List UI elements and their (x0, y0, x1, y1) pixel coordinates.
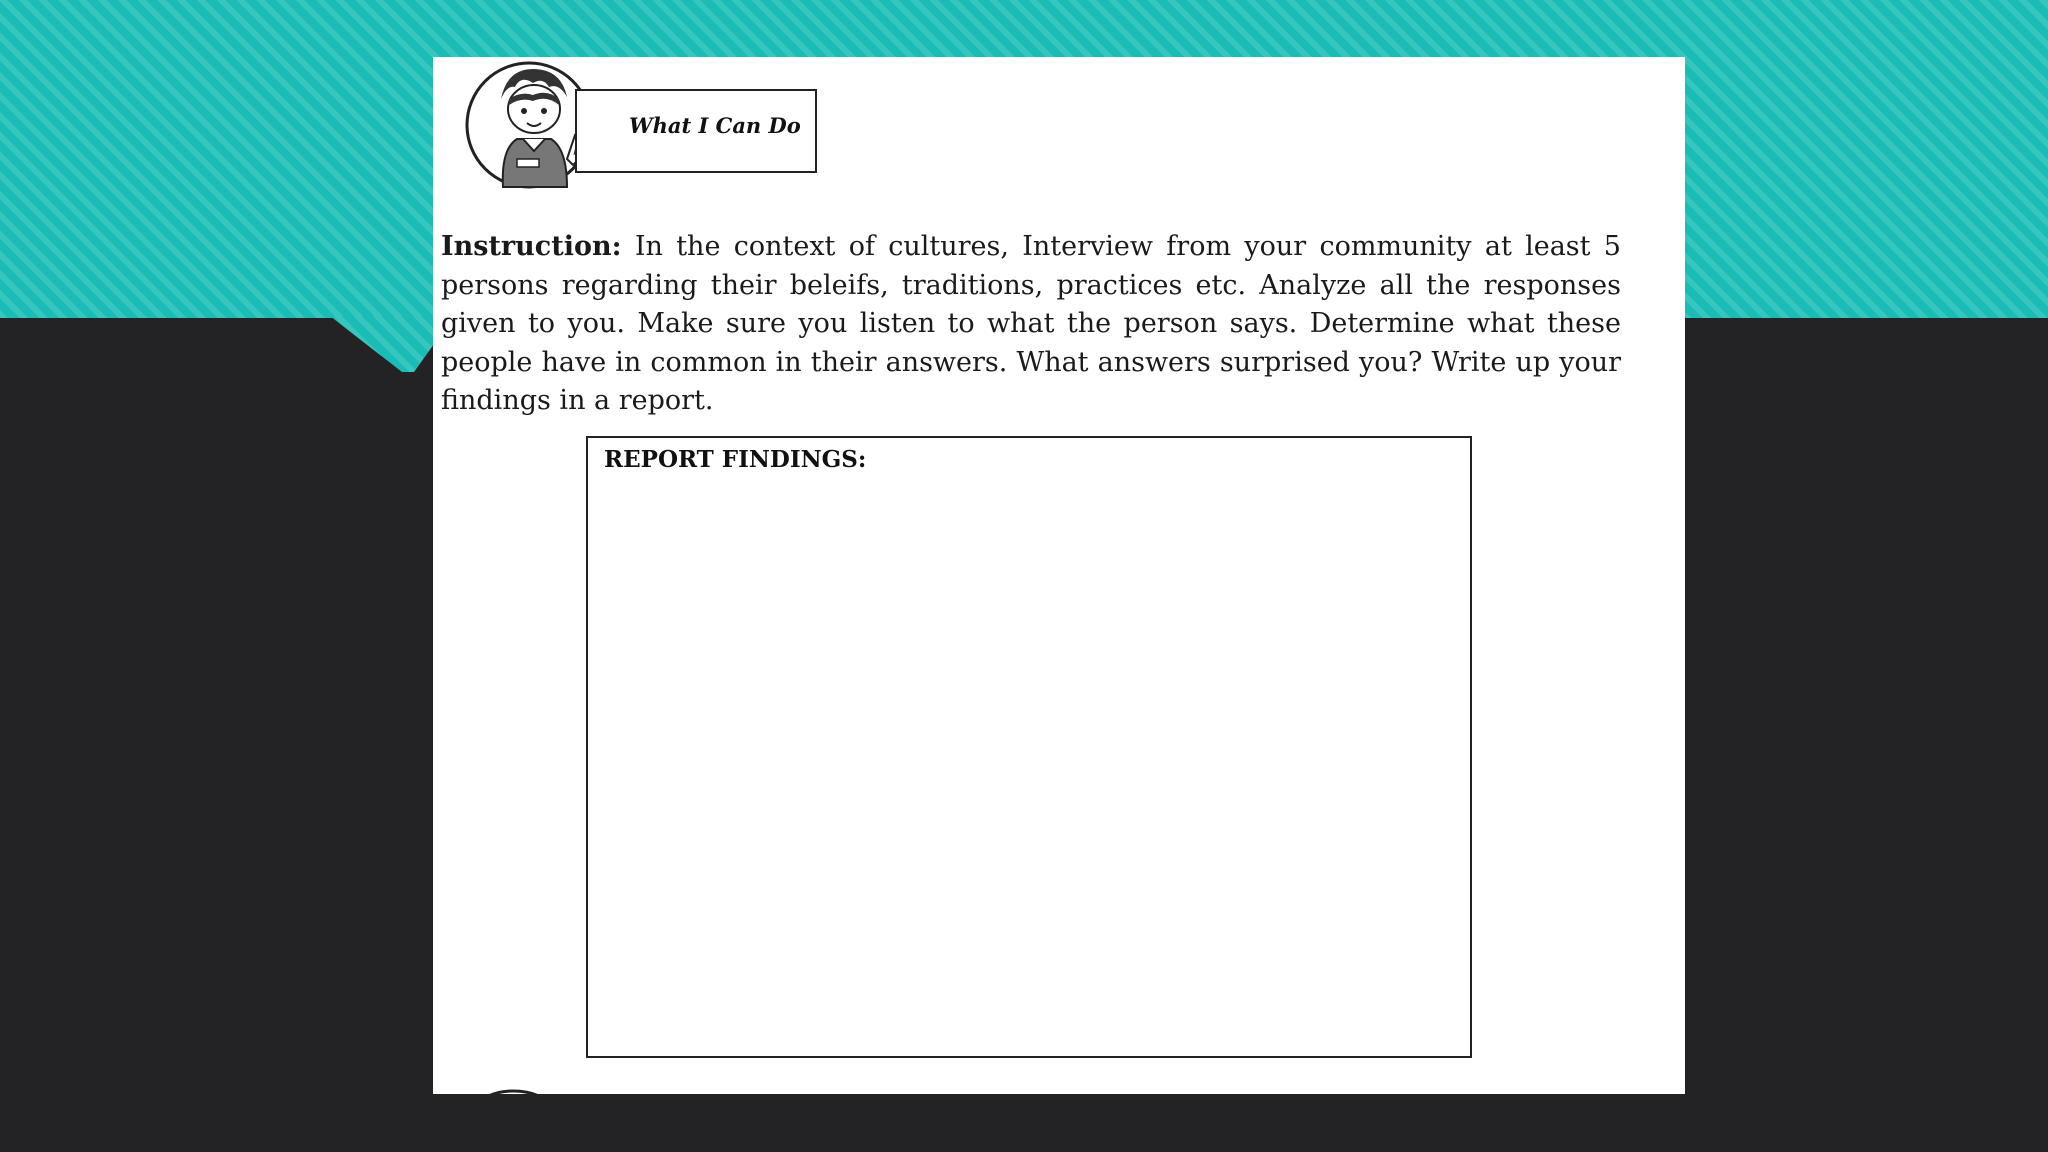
teal-background-notch (330, 316, 450, 372)
instruction-body: In the context of cultures, Interview from your community at least 5 persons regarding their beleifs, traditions, practices etc. Analyze all the responses given to you. Make sure you listen to what the person says. Determine what these people have in common in their answers. What answers surprised you? Write up your findings in a report. (441, 231, 1621, 416)
report-findings-box[interactable] (586, 436, 1472, 1058)
instruction-paragraph (441, 228, 1621, 421)
next-section-mascot-icon (463, 1077, 583, 1094)
title-box (575, 89, 817, 173)
report-findings-label: REPORT FINDINGS: (604, 446, 867, 473)
section-title: What I Can Do (629, 113, 801, 138)
worksheet-page (433, 57, 1685, 1094)
dark-bottom-bar (0, 1094, 2048, 1152)
section-header (463, 61, 833, 191)
instruction-lead: Instruction: (441, 231, 622, 262)
